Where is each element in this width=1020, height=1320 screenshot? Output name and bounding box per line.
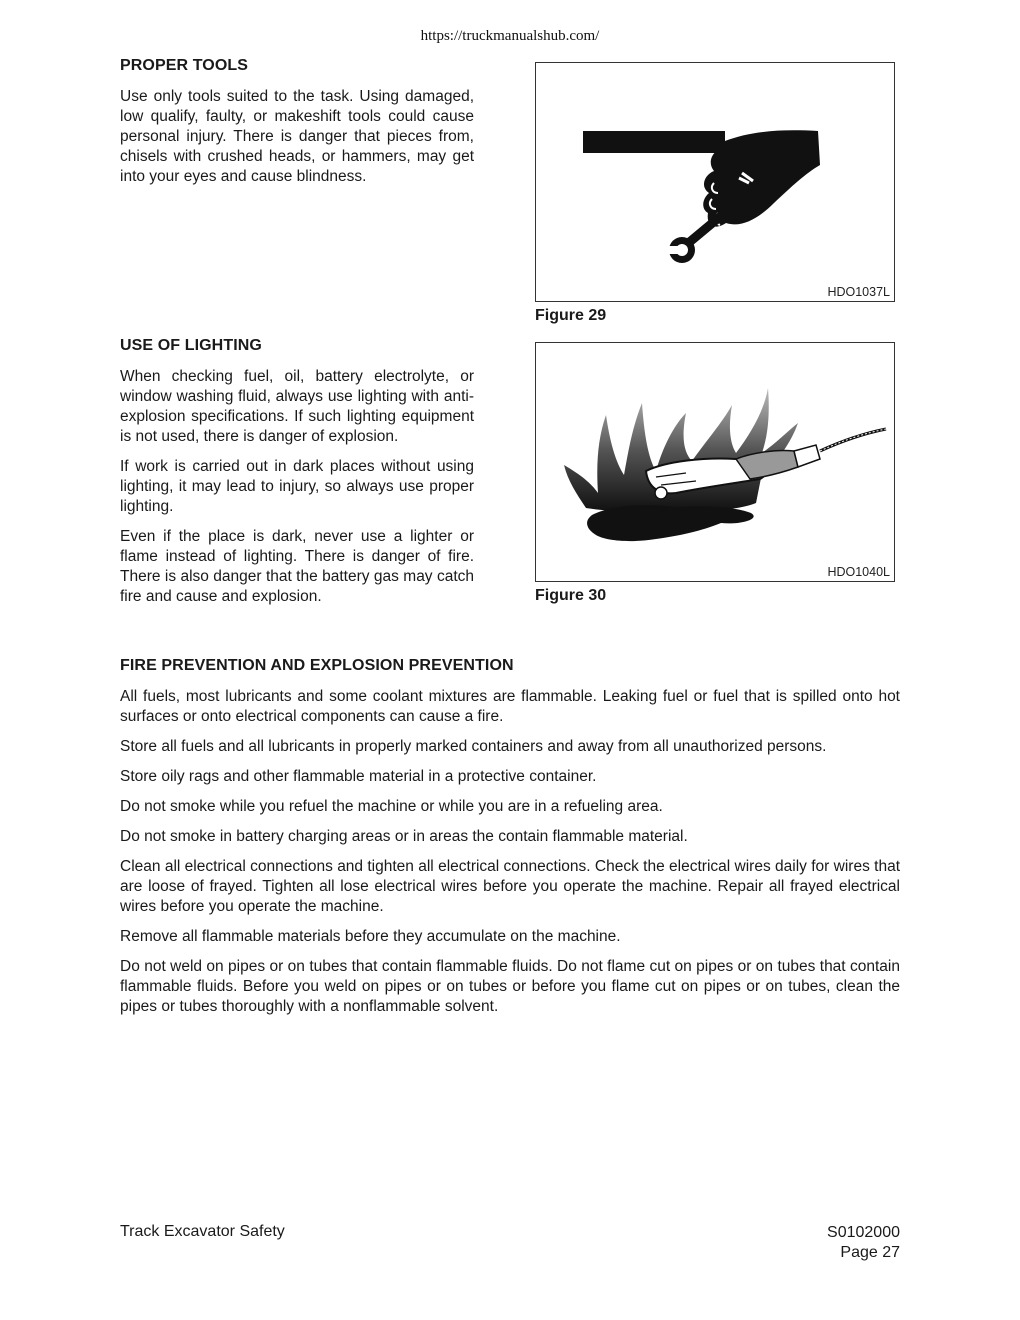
section-title: USE OF LIGHTING	[120, 337, 262, 354]
paragraph: Store oily rags and other flammable material in a protective container.	[120, 768, 597, 785]
figure-30-illustration	[535, 342, 895, 582]
figure-caption: Figure 29	[535, 307, 607, 324]
footer-page-info	[827, 1223, 900, 1263]
paragraph: Do not weld on pipes or on tubes that contain flammable fluids. Do not flame cut on pipes or on tubes that contain flammable fluids. Before you weld on pipes or on tubes or before you flame cut on pipes or on tubes, clean the pipes or tubes thoroughly with a nonflammable solvent.	[120, 958, 900, 1015]
paragraph: If work is carried out in dark places without using lighting, it may lead to injury, so always use proper lighting.	[120, 458, 474, 515]
doc-number: S0102000	[827, 1224, 900, 1241]
figure-29-illustration	[535, 62, 895, 302]
section-proper-tools	[120, 57, 474, 197]
paragraph: Remove all flammable materials before they accumulate on the machine.	[120, 928, 621, 945]
figure-code: HDO1037L	[827, 285, 890, 299]
section-title: PROPER TOOLS	[120, 57, 249, 74]
paragraph: When checking fuel, oil, battery electrolyte, or window washing fluid, always use lighting with anti-explosion specifications. If such lighting equipment is not used, there is danger of explosion.	[120, 368, 474, 445]
figure-code: HDO1040L	[827, 565, 890, 579]
source-url[interactable]: https://truckmanualshub.com/	[420, 28, 600, 44]
paragraph: Do not smoke in battery charging areas or in areas the contain flammable material.	[120, 828, 688, 845]
page-number: Page 27	[840, 1244, 900, 1261]
footer-title: Track Excavator Safety	[120, 1223, 285, 1240]
hand-wrench-icon	[536, 63, 896, 303]
section-use-of-lighting	[120, 337, 474, 617]
paragraph: Clean all electrical connections and tighten all electrical connections. Check the electrical wires daily for wires that are loose of frayed. Tighten all lose electrical wires before you operate the machine. Repair all frayed electrical wires before you operate the machine.	[120, 858, 900, 915]
lamp-in-fire-icon	[536, 343, 896, 583]
paragraph: All fuels, most lubricants and some coolant mixtures are flammable. Leaking fuel or fuel that is spilled onto hot surfaces or onto electrical components can cause a fire.	[120, 688, 900, 725]
paragraph: Use only tools suited to the task. Using damaged, low qualify, faulty, or makeshift tools could cause personal injury. There is danger that pieces from, chisels with crushed heads, or hammers, may get into your eyes and cause blindness.	[120, 88, 474, 185]
figure-caption: Figure 30	[535, 587, 607, 604]
paragraph: Store all fuels and all lubricants in properly marked containers and away from all unauthorized persons.	[120, 738, 827, 755]
paragraph: Even if the place is dark, never use a lighter or flame instead of lighting. There is danger of fire. There is also danger that the battery gas may catch fire and cause and explosion.	[120, 528, 474, 605]
section-fire-prevention	[120, 657, 900, 1027]
paragraph: Do not smoke while you refuel the machine or while you are in a refueling area.	[120, 798, 663, 815]
section-title: FIRE PREVENTION AND EXPLOSION PREVENTION	[120, 657, 514, 674]
